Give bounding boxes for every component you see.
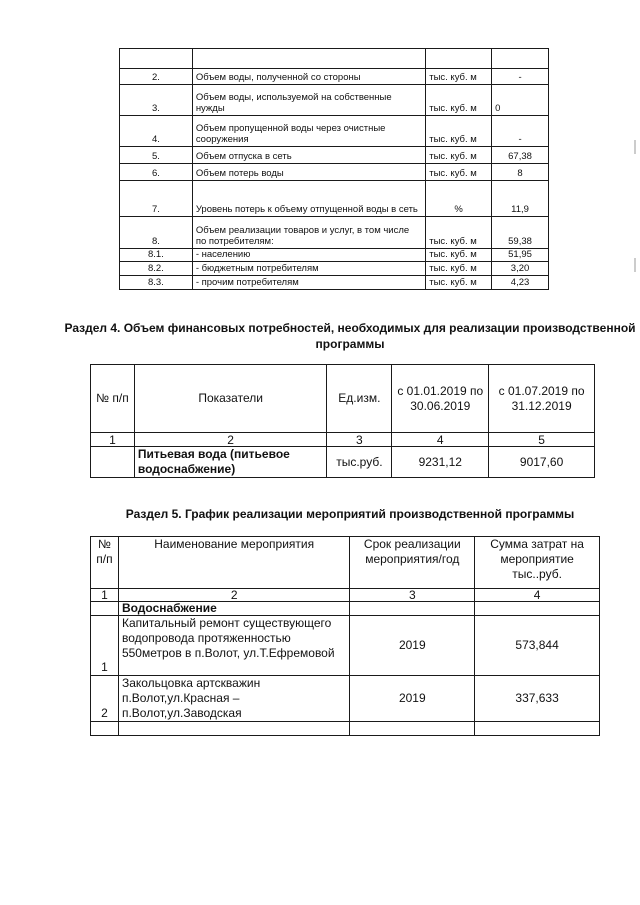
indicator-name: Объем пропущенной воды через очистные сооружения [192,116,425,147]
year: 2019 [350,676,475,722]
schedule-table [90,536,600,736]
indicator-name: Объем реализации товаров и услуг, в том числе по потребителям: [192,217,425,249]
value: - [492,116,549,147]
column-number: 1 [91,589,119,602]
column-number: 3 [327,433,392,447]
table-row [120,164,549,181]
value: 8 [492,164,549,181]
value: 67,38 [492,147,549,164]
header-number: № п/п [91,365,135,433]
row-number [120,49,193,69]
indicator-name: - прочим потребителям [192,276,425,290]
row-number: 1 [91,616,119,676]
table-row [120,276,549,290]
indicator-name: Уровень потерь к объему отпущенной воды в сеть [192,181,425,217]
table-header-row [91,365,595,433]
header-term: Срок реализации мероприятия/год [350,537,475,589]
unit: % [426,181,492,217]
empty-cell [475,602,600,616]
period-1-value: 9231,12 [392,447,489,478]
table-row [91,676,600,722]
value: 3,20 [492,262,549,276]
column-number: 4 [475,589,600,602]
empty-cell [350,722,475,736]
water-indicators-table [119,48,549,290]
column-number: 3 [350,589,475,602]
indicator-name: Объем воды, используемой на собственные нужды [192,85,425,116]
unit: тыс. куб. м [426,164,492,181]
table-row [91,447,595,478]
unit: тыс. куб. м [426,116,492,147]
value: 11,9 [492,181,549,217]
empty-cell [91,602,119,616]
period-2-value: 9017,60 [489,447,595,478]
table-row [120,85,549,116]
row-number: 2. [120,69,193,85]
header-measure-name: Наименование мероприятия [118,537,349,589]
section-5-title: Раздел 5. График реализации мероприятий производственной программы [125,507,575,521]
value: 59,38 [492,217,549,249]
table-row [120,217,549,249]
row-number: 8.2. [120,262,193,276]
unit: тыс. куб. м [426,217,492,249]
header-period-2: с 01.07.2019 по 31.12.2019 [489,365,595,433]
unit: тыс. куб. м [426,262,492,276]
indicator-name: - бюджетным потребителям [192,262,425,276]
financial-needs-table [90,364,595,478]
empty-cell [475,722,600,736]
row-number: 6. [120,164,193,181]
table-row [120,116,549,147]
row-number: 2 [91,676,119,722]
indicator-name: - населению [192,249,425,262]
column-number: 4 [392,433,489,447]
row-number: 8. [120,217,193,249]
unit: тыс. куб. м [426,147,492,164]
row-number: 5. [120,147,193,164]
table-row [120,262,549,276]
column-numbers-row [91,433,595,447]
scan-edge-mark [634,258,636,272]
header-number: № п/п [91,537,119,589]
empty-cell [350,602,475,616]
value [492,49,549,69]
group-row [91,602,600,616]
indicator-name: Питьевая вода (питьевое водоснабжение) [134,447,327,478]
year: 2019 [350,616,475,676]
unit: тыс. куб. м [426,276,492,290]
header-unit: Ед.изм. [327,365,392,433]
header-cost: Сумма затрат на мероприятие тыс..руб. [475,537,600,589]
column-numbers-row [91,589,600,602]
row-number: 8.1. [120,249,193,262]
row-number: 3. [120,85,193,116]
unit: тыс.руб. [327,447,392,478]
measure-name: Закольцовка артскважин п.Волот,ул.Красная – п.Волот,ул.Заводская [118,676,349,722]
unit [426,49,492,69]
empty-cell [91,722,119,736]
unit: тыс. куб. м [426,249,492,262]
column-number: 1 [91,433,135,447]
value: 51,95 [492,249,549,262]
table-header-row [91,537,600,589]
value: - [492,69,549,85]
cost: 573,844 [475,616,600,676]
column-number: 2 [134,433,327,447]
section-4-title: Раздел 4. Объем финансовых потребностей, необходимых для реализации производственной программы [64,321,636,351]
table-row [120,49,549,69]
indicator-name: Объем потерь воды [192,164,425,181]
value: 4,23 [492,276,549,290]
column-number: 2 [118,589,349,602]
scan-edge-mark [634,140,636,154]
row-number [91,447,135,478]
header-indicators: Показатели [134,365,327,433]
row-number: 4. [120,116,193,147]
group-label: Водоснабжение [118,602,349,616]
measure-name: Капитальный ремонт существующего водопровода протяженностью 550метров в п.Волот, ул.Т.Ефремовой [118,616,349,676]
indicator-name [192,49,425,69]
cost: 337,633 [475,676,600,722]
table-row [120,249,549,262]
table-row [120,181,549,217]
table-row [91,616,600,676]
unit: тыс. куб. м [426,85,492,116]
empty-cell [118,722,349,736]
indicator-name: Объем отпуска в сеть [192,147,425,164]
indicator-name: Объем воды, полученной со стороны [192,69,425,85]
unit: тыс. куб. м [426,69,492,85]
header-period-1: с 01.01.2019 по 30.06.2019 [392,365,489,433]
row-number: 7. [120,181,193,217]
empty-row [91,722,600,736]
value: 0 [492,85,549,116]
column-number: 5 [489,433,595,447]
table-row [120,147,549,164]
row-number: 8.3. [120,276,193,290]
table-row [120,69,549,85]
